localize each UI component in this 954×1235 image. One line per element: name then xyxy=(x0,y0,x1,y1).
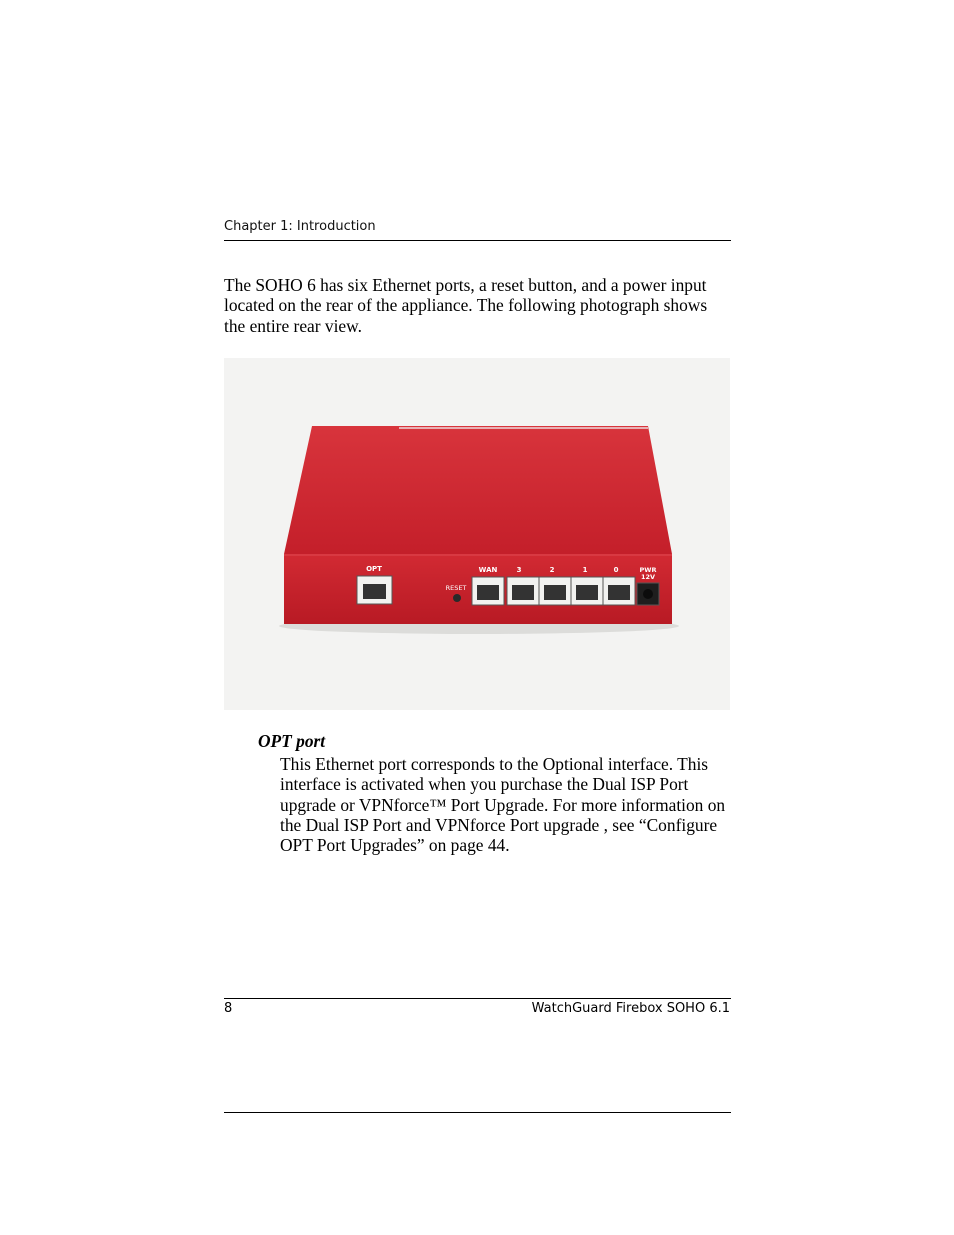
port-2-label: 2 xyxy=(549,566,555,574)
reset-label: RESET xyxy=(445,584,467,592)
lan-port-3 xyxy=(507,577,539,605)
lan-port-0 xyxy=(603,577,635,605)
wan-label: WAN xyxy=(478,566,498,574)
footer-title: WatchGuard Firebox SOHO 6.1 xyxy=(531,1001,730,1016)
opt-label: OPT xyxy=(366,565,382,573)
bottom-rule xyxy=(224,1112,731,1113)
wan-port xyxy=(472,577,504,605)
header-rule xyxy=(224,240,731,241)
port-0-label: 0 xyxy=(613,566,619,574)
intro-paragraph: The SOHO 6 has six Ethernet ports, a reset button, and a power input located on the rear of the appliance. The following photograph shows the entire rear view. xyxy=(224,275,708,336)
power-jack xyxy=(637,583,659,605)
port-1-label: 1 xyxy=(582,566,588,574)
port-3-label: 3 xyxy=(516,566,522,574)
opt-port-heading: OPT port xyxy=(258,731,326,751)
footer-rule xyxy=(224,998,731,999)
rear-view-photo xyxy=(224,358,730,710)
lan-port-2 xyxy=(539,577,571,605)
chapter-header: Chapter 1: Introduction xyxy=(224,219,376,234)
page-number: 8 xyxy=(224,1001,233,1016)
device-top xyxy=(284,426,672,554)
opt-port-description: This Ethernet port corresponds to the Optional interface. This interface is activated when you purchase the Dual ISP Port upgrade or VPNforce™ Port Upgrade. For more information on the Dual ISP Port and VPNforce Port upgrade , see “Configure OPT Port Upgrades” on page 44. xyxy=(280,754,726,856)
reset-button xyxy=(453,594,461,602)
pwr-label: PWR xyxy=(639,566,657,574)
voltage-label: 12V xyxy=(640,573,656,581)
lan-port-1 xyxy=(571,577,603,605)
opt-port xyxy=(357,576,392,604)
